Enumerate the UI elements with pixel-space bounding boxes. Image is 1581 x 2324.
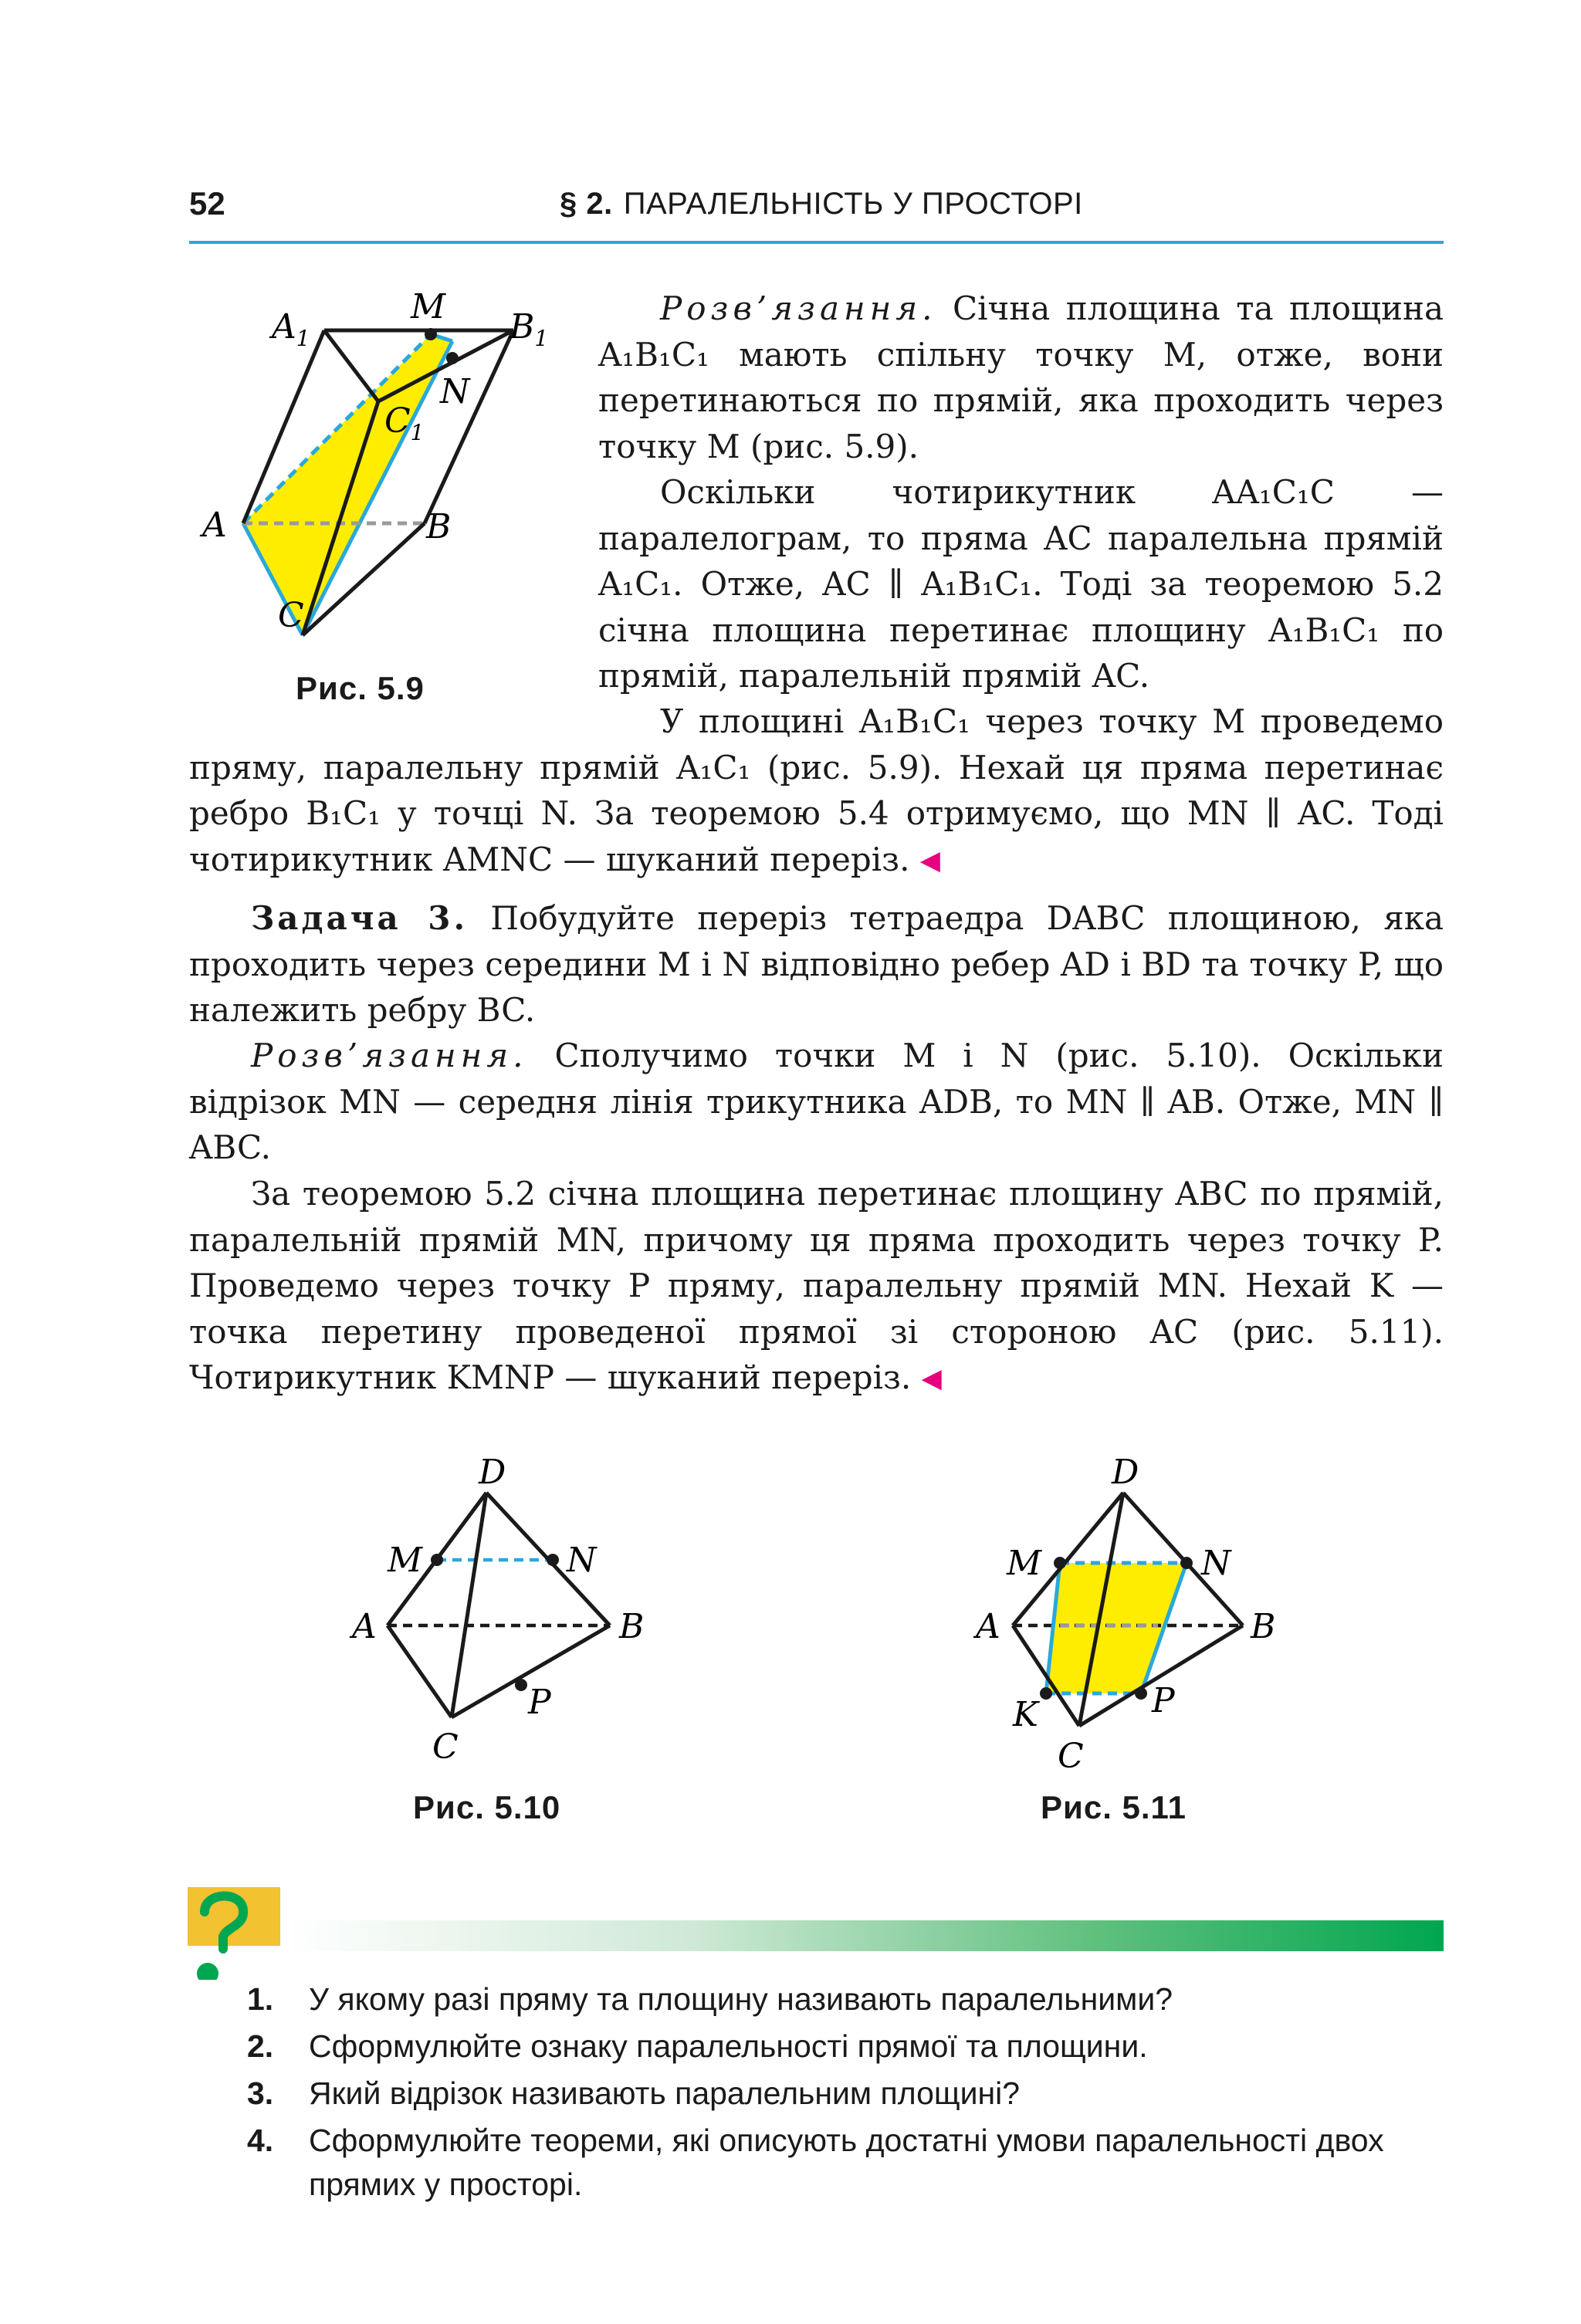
svg-text:N: N — [1201, 1544, 1231, 1583]
solution3-paragraph1 — [189, 1033, 1444, 1171]
solution1-lead: Розв’язання. — [660, 289, 937, 327]
svg-text:K: K — [1013, 1695, 1038, 1734]
questions-list — [247, 1977, 1451, 2210]
question-number: 3. — [247, 2075, 274, 2111]
solution3-paragraph2 — [189, 1171, 1444, 1402]
list-item — [247, 2025, 1451, 2069]
task3-text: Побудуйте переріз тетраедра DABC площиною, яка проходить через середини M і N відповідно ребер AD і BD та точку P, що належить ребру BC. — [189, 899, 1444, 1029]
svg-text:C1: $C_1$ — [384, 401, 425, 445]
svg-text:A: A — [202, 506, 227, 545]
list-item — [247, 1977, 1451, 2021]
question-text: Сформулюйте ознаку паралельності прямої та площини. — [309, 2028, 1148, 2064]
svg-text:B: B — [426, 507, 452, 546]
section-title: ПАРАЛЕЛЬНІСТЬ У ПРОСТОРІ — [623, 187, 1083, 221]
svg-text:N: N — [440, 372, 470, 411]
svg-text:C: C — [432, 1727, 459, 1767]
svg-text:M: M — [1007, 1544, 1042, 1583]
header-rule — [189, 241, 1444, 244]
question-number: 1. — [247, 1981, 274, 2017]
question-text: Сформулюйте теореми, які описують достатні умови паралельності двох прямих у просторі. — [309, 2123, 1384, 2202]
solution1-paragraph2: Оскільки чотирикутник AA₁C₁C — паралелограм, то пряма AC паралельна прямій A₁C₁. Отже, AC ∥ A₁B₁C₁. Тоді за теоремою 5.2 січна площина перетинає площину A₁B₁C₁ по прямій, паралельній прямій AC. — [598, 473, 1444, 695]
svg-text:D: D — [1112, 1453, 1139, 1492]
figure-5-11-caption: Рис. 5.11 — [1041, 1789, 1187, 1825]
svg-text:M: M — [388, 1541, 423, 1580]
svg-text:C: C — [1058, 1737, 1084, 1775]
svg-text:B1: $B_1$ — [510, 307, 549, 351]
end-marker-icon: ◀ — [921, 1363, 942, 1394]
point-m — [425, 328, 437, 340]
figure-5-9 — [193, 286, 579, 648]
svg-text:M: M — [411, 287, 446, 326]
solution1-paragraph1 — [598, 286, 1444, 469]
solution3-text2: За теоремою 5.2 січна площина перетинає площину ABC по прямій, паралельній прямій MN, причому ця пряма проходить через точку P. Проведемо через точку P пряму, паралельну прямій MN. Нехай K — точка перетину проведеної прямої зі стороною AC (рис. 5.11). Чотирикутник KMNP — шуканий переріз. — [189, 1175, 1444, 1396]
section-mark: § 2. — [560, 187, 613, 221]
solution1-text1: Січна площина та площина A₁B₁C₁ мають спільну точку M, отже, вони перетинаються по прямій, яка проходить через точку M (рис. 5.9). — [598, 289, 1444, 465]
svg-text:B: B — [1251, 1607, 1276, 1646]
svg-text:P: P — [1152, 1681, 1175, 1720]
figure-5-10-caption: Рис. 5.10 — [413, 1789, 561, 1825]
section-heading — [560, 187, 1083, 222]
svg-text:D: D — [479, 1453, 506, 1492]
solution3-lead: Розв’язання. — [251, 1037, 528, 1074]
task3-title: Задача 3. — [251, 899, 469, 937]
end-marker-icon: ◀ — [919, 844, 940, 876]
svg-text:A1: $A_1$ — [272, 307, 310, 351]
list-item — [247, 2119, 1451, 2207]
svg-text:A: A — [976, 1607, 1000, 1646]
svg-text:P: P — [528, 1683, 551, 1722]
task3-paragraph — [189, 895, 1444, 1033]
point-n — [446, 352, 459, 364]
questions-bar — [286, 1920, 1444, 1951]
question-text: У якому разі пряму та площину називають паралельними? — [309, 1981, 1173, 2017]
figure-5-9-caption: Рис. 5.9 — [296, 670, 425, 706]
solution1-text3: У площині A₁B₁C₁ через точку M проведемо пряму, паралельну прямій A₁C₁ (рис. 5.9). Нехай ця пряма перетинає ребро B₁C₁ у точці N. За теоремою 5.4 отримуємо, що MN ∥ AC. Тоді чотирикутник AMNC — шуканий переріз. — [189, 702, 1444, 878]
svg-text:N: N — [567, 1541, 597, 1580]
question-number: 4. — [247, 2123, 274, 2158]
list-item — [247, 2072, 1451, 2116]
figure-5-10 — [340, 1436, 664, 1775]
question-mark-icon — [188, 1887, 280, 1949]
page-number: 52 — [189, 185, 225, 222]
solution1-paragraph3 — [189, 699, 1444, 884]
svg-text:C: C — [278, 596, 304, 635]
svg-text:B: B — [619, 1607, 645, 1646]
figure-5-11 — [965, 1436, 1289, 1775]
question-text: Який відрізок називають паралельним площині? — [309, 2075, 1021, 2111]
svg-text:A: A — [352, 1607, 377, 1646]
solution3-text1: Сполучимо точки M і N (рис. 5.10). Оскільки відрізок MN — середня лінія трикутника ADB, то MN ∥ AB. Отже, MN ∥ ABC. — [189, 1037, 1444, 1166]
question-number: 2. — [247, 2028, 274, 2064]
